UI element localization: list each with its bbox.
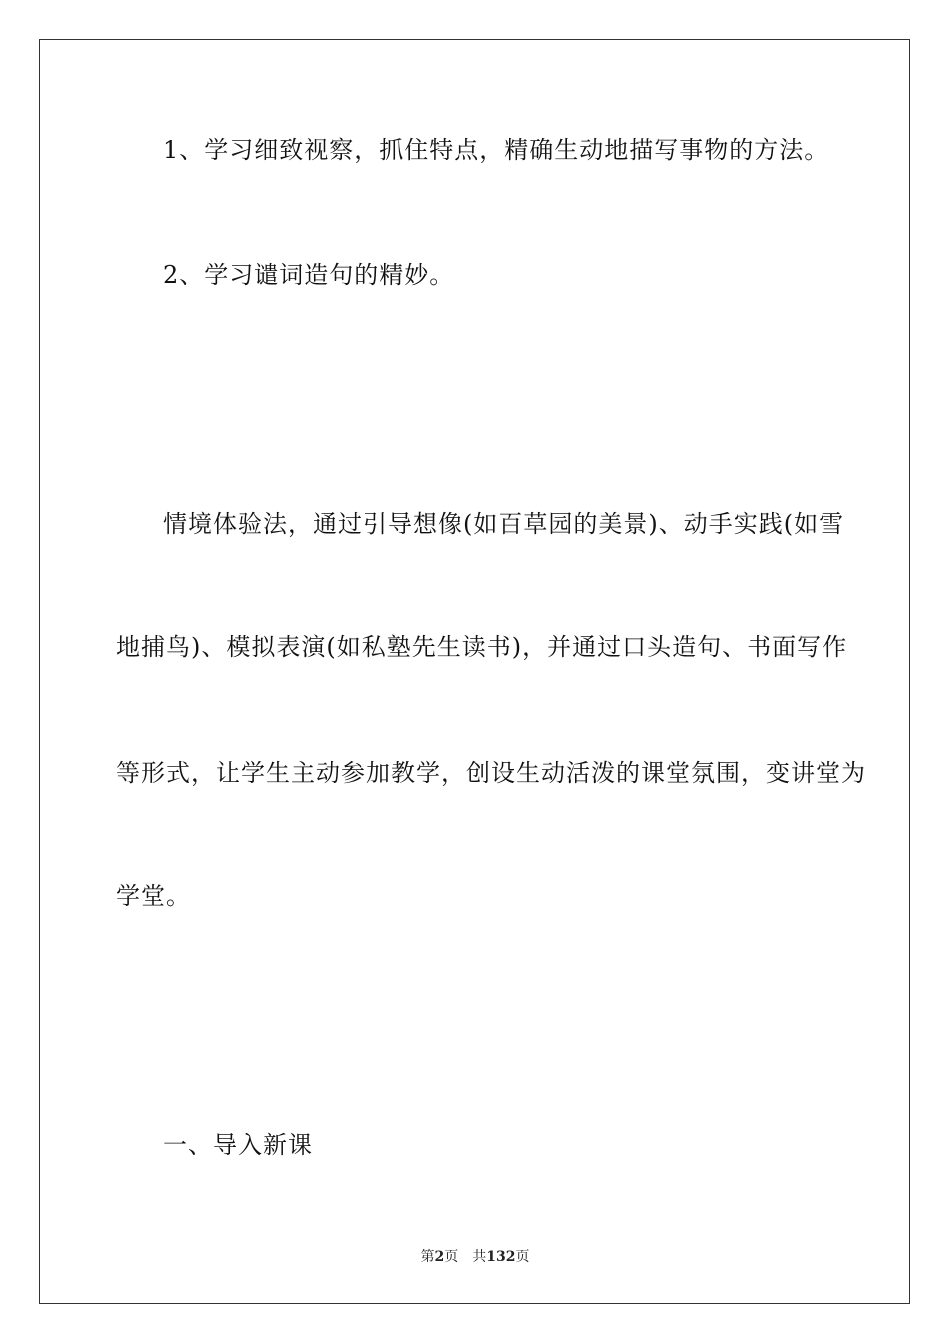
- page-border: [39, 39, 910, 1304]
- footer-page-number: 2: [434, 1249, 445, 1265]
- footer-total-pages: 132: [486, 1249, 516, 1265]
- method-paragraph-line-4: 学堂。: [116, 882, 191, 910]
- section-heading: 一、导入新课: [163, 1131, 313, 1159]
- method-paragraph-line-2: 地捕鸟)、模拟表演(如私塾先生读书)，并通过口头造句、书面写作: [116, 633, 848, 661]
- method-paragraph-line-3: 等形式，让学生主动参加教学，创设生动活泼的课堂氛围，变讲堂为: [116, 759, 866, 787]
- method-paragraph-line-1: 情境体验法，通过引导想像(如百草园的美景)、动手实践(如雪: [163, 510, 845, 538]
- objective-item-2: 2、学习谴词造句的精妙。: [163, 261, 455, 289]
- footer-total-suffix: 页: [515, 1249, 530, 1265]
- footer-total-prefix: 共: [472, 1249, 487, 1265]
- footer-page-prefix: 第: [420, 1249, 435, 1265]
- objective-item-1: 1、学习细致视察，抓住特点，精确生动地描写事物的方法。: [163, 136, 830, 164]
- page-footer: [0, 1248, 950, 1266]
- footer-page-suffix: 页: [444, 1249, 459, 1265]
